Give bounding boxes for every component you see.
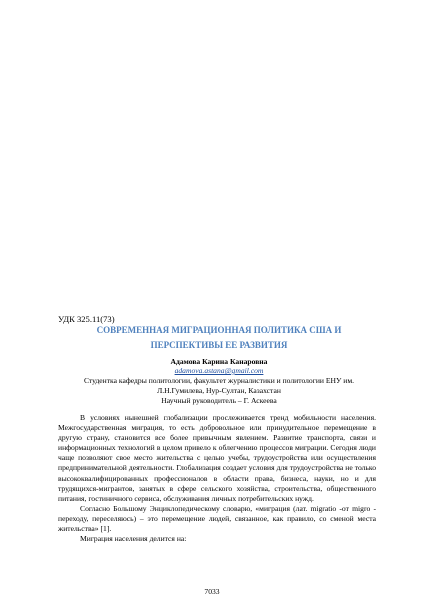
supervisor-line: Научный руководитель – Г. Аскеева (161, 396, 277, 405)
udc-code: УДК 325.11(73) (58, 314, 115, 324)
author-name: Адамова Карина Канаровна (170, 357, 268, 366)
page-number: 7033 (204, 587, 220, 596)
article-title-line-1: СОВРЕМЕННАЯ МИГРАЦИОННАЯ ПОЛИТИКА США И (96, 325, 342, 335)
article-title (60, 323, 378, 353)
article-title-line-2: ПЕРСПЕКТИВЫ ЕЕ РАЗВИТИЯ (150, 340, 288, 350)
body-paragraph-2: Согласно Большому Энциклопедическому словарю, «миграция (лат. migratio -от migro - переходу, переселяюсь) – это перемещение людей, связанное, как правило, со сменой места жительства» [1]. (58, 503, 376, 534)
article-body (58, 413, 376, 544)
affiliation-line-1: Студентка кафедры политологии, факультет журналистики и политологии ЕНУ им. (83, 376, 355, 385)
affiliation-line-2: Л.Н.Гумилева, Нур-Султан, Казахстан (157, 386, 281, 395)
author-email-link[interactable]: adamova.astana@gmail.com (174, 366, 264, 375)
body-paragraph-1: В условиях нынешней глобализации прослеживается тренд мобильности населения. Межгосударственная миграция, то есть добровольное или принудительное перемещение в другую страну, становится все более привычным явлением. Развитие транспорта, связи и информационных технологий в целом привело к облегчению процессов миграции. Сегодня люди чаще позволяют свое место жительства с целью учебы, трудоустройства или осуществления предпринимательной деятельности. Глобализация создает условия для трудоустройства не только высококвалифицированных профессионалов в области права, бизнеса, науки, но и для трудящихся-мигрантов, занятых в сфере сельского хозяйства, строительства, общественного питания, гостиничного сервиса, обслуживания личных потребительских нужд. (58, 413, 376, 503)
body-paragraph-3: Миграция населения делится на: (80, 534, 187, 544)
author-affiliation (60, 376, 378, 406)
